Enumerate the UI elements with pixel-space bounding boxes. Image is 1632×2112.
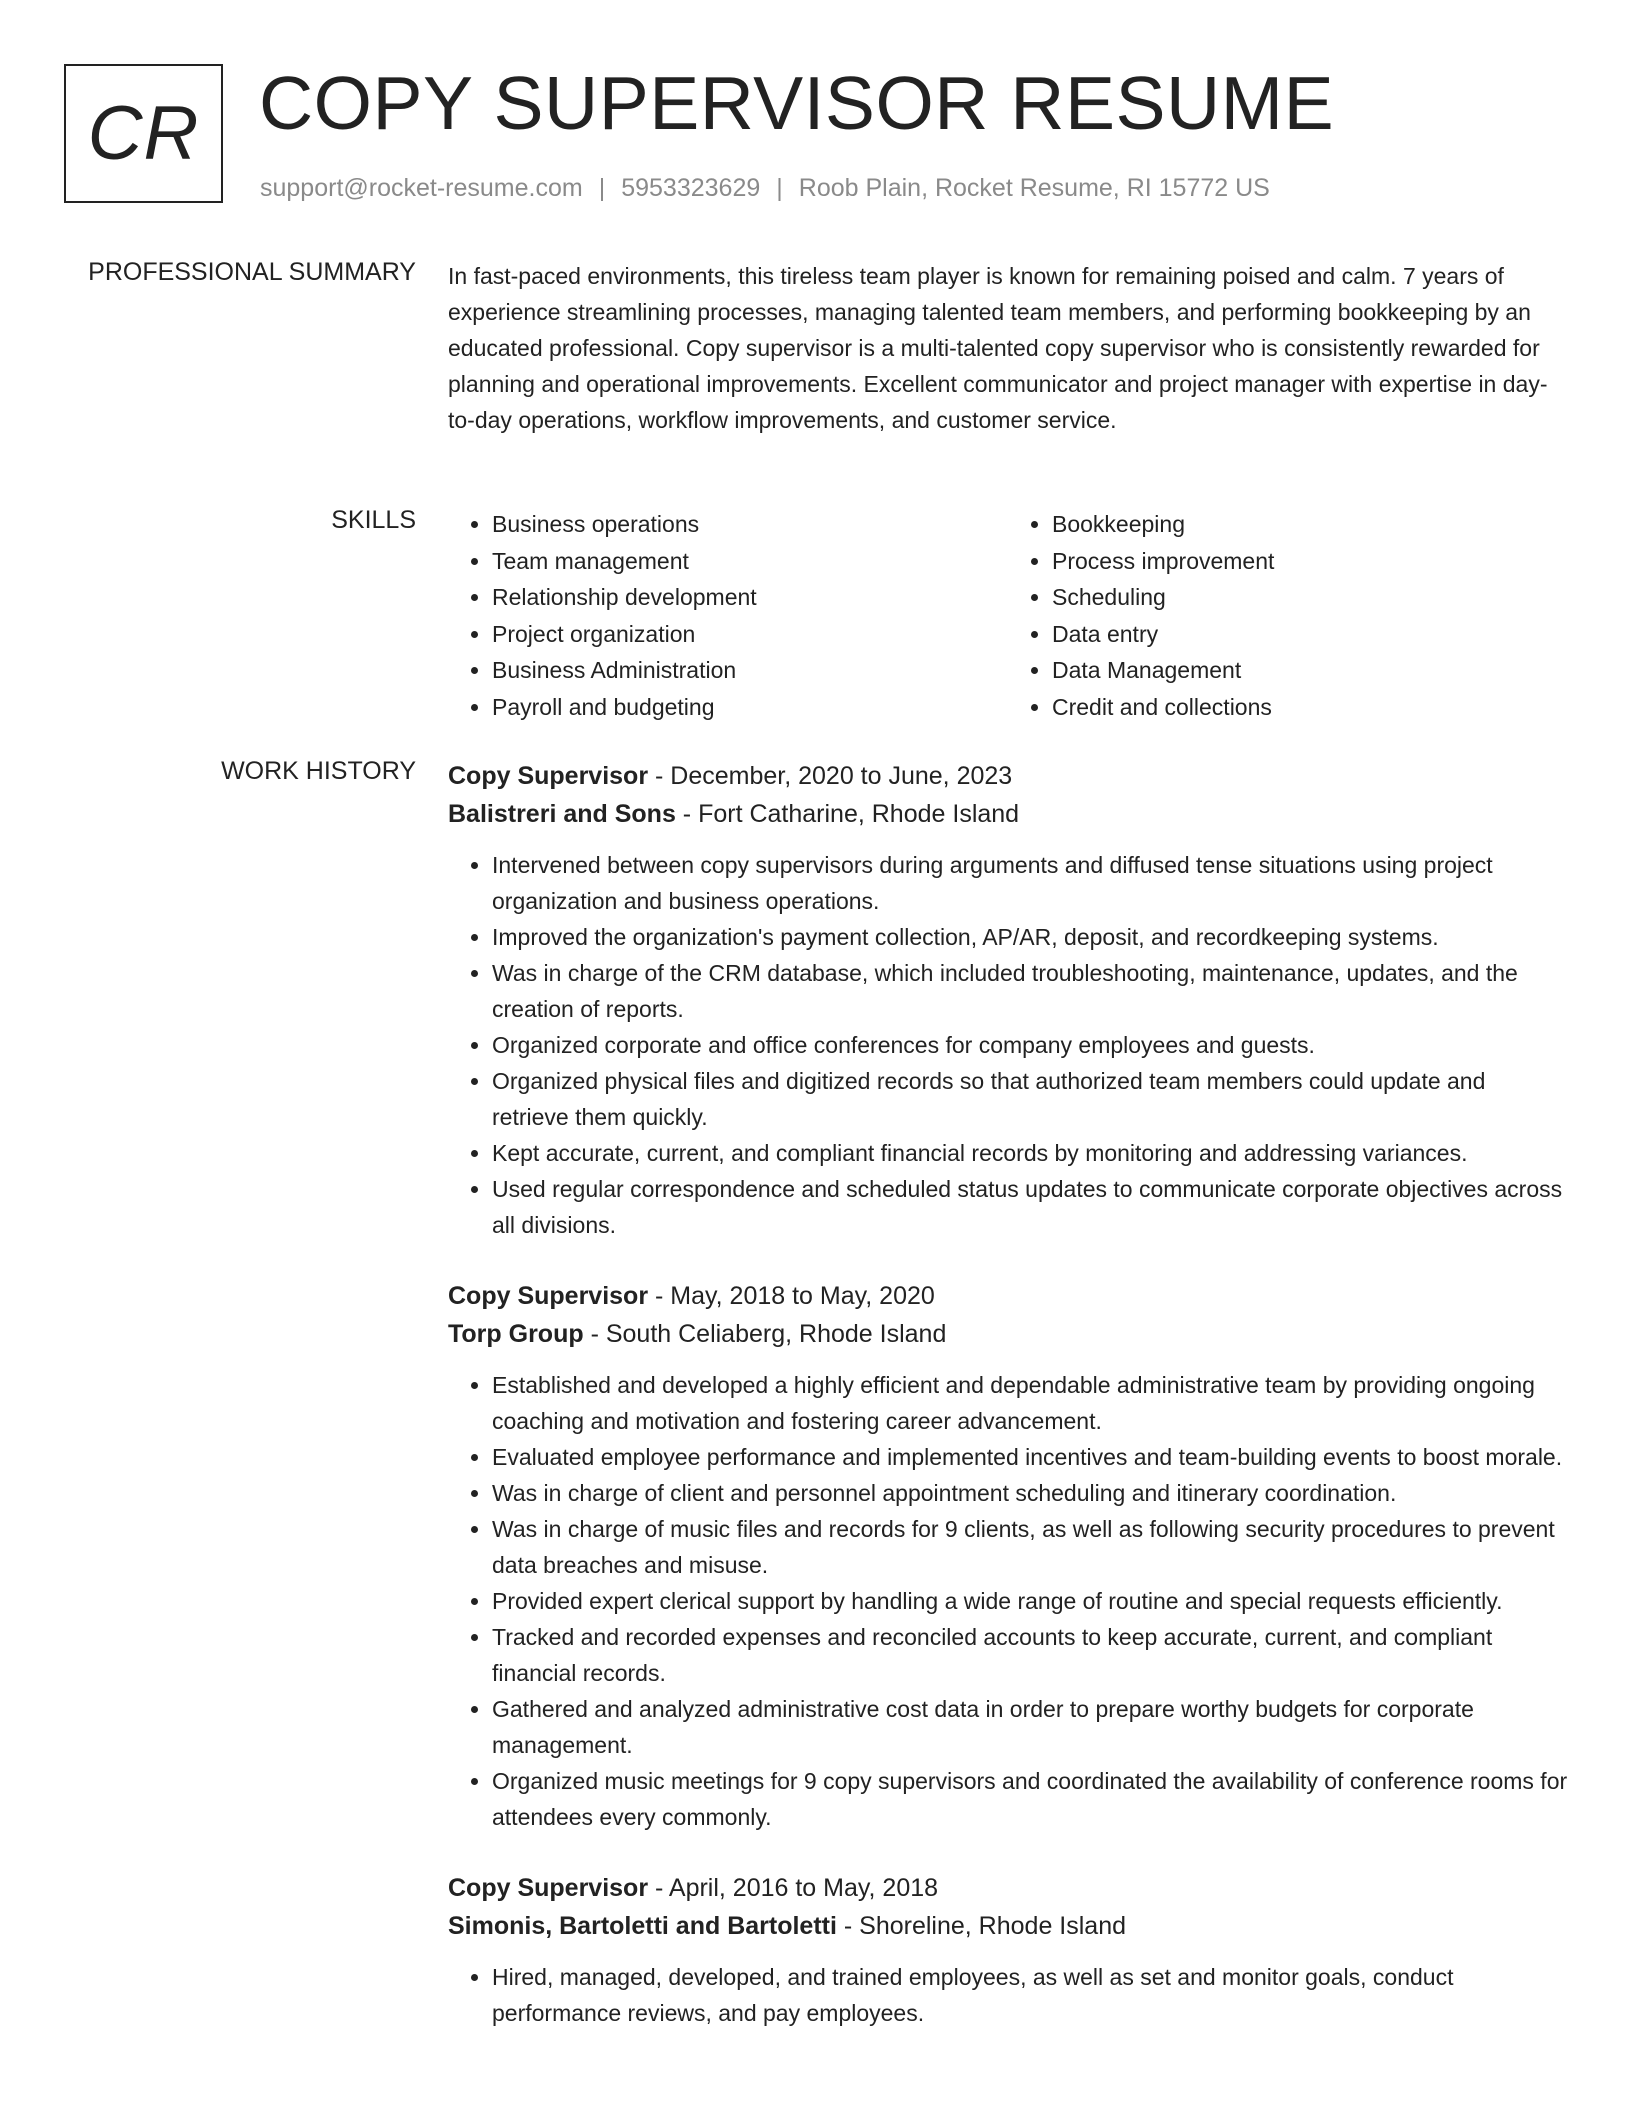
job-company: Balistreri and Sons bbox=[448, 800, 676, 828]
skill-item: • Payroll and budgeting bbox=[492, 689, 1008, 726]
job-bullet: • Organized physical files and digitized records so that authorized team members could update and retrieve them quickly. bbox=[492, 1063, 1568, 1135]
job-dates: - April, 2016 to May, 2018 bbox=[648, 1874, 939, 1902]
skills-heading: SKILLS bbox=[331, 506, 416, 534]
skill-item: • Data entry bbox=[1052, 616, 1568, 653]
job-entry bbox=[448, 1869, 1568, 2031]
job-bullet: • Was in charge of client and personnel appointment scheduling and itinerary coordination. bbox=[492, 1475, 1568, 1511]
contact-separator: | bbox=[598, 174, 606, 202]
job-bullet: • Used regular correspondence and scheduled status updates to communicate corporate objectives across all divisions. bbox=[492, 1171, 1568, 1243]
work-history-heading: WORK HISTORY bbox=[221, 757, 416, 785]
work-history-body bbox=[448, 757, 1568, 2065]
job-location: - Shoreline, Rhode Island bbox=[836, 1912, 1126, 1940]
contact-email: support@rocket-resume.com bbox=[260, 174, 583, 202]
job-bullet: • Organized corporate and office conferences for company employees and guests. bbox=[492, 1027, 1568, 1063]
job-bullet: • Kept accurate, current, and compliant financial records by monitoring and addressing variances. bbox=[492, 1135, 1568, 1171]
skill-item: • Business operations bbox=[492, 506, 1008, 543]
job-bullet: • Provided expert clerical support by handling a wide range of routine and special requests efficiently. bbox=[492, 1583, 1568, 1619]
job-entry bbox=[448, 757, 1568, 1243]
skill-item: • Team management bbox=[492, 543, 1008, 580]
job-title-line bbox=[448, 1869, 1568, 1907]
contact-line bbox=[260, 174, 1270, 203]
summary-body bbox=[448, 258, 1568, 438]
job-dates: - May, 2018 to May, 2020 bbox=[648, 1282, 935, 1310]
skills-list-left bbox=[448, 506, 1008, 725]
job-bullet: • Improved the organization's payment collection, AP/AR, deposit, and recordkeeping systems. bbox=[492, 919, 1568, 955]
job-title-line bbox=[448, 1277, 1568, 1315]
skill-item: • Relationship development bbox=[492, 579, 1008, 616]
job-bullet-list bbox=[448, 1367, 1568, 1835]
job-title: Copy Supervisor bbox=[448, 1874, 649, 1902]
resume-header bbox=[64, 61, 1564, 214]
job-location: - South Celiaberg, Rhode Island bbox=[583, 1320, 947, 1348]
job-bullet: • Evaluated employee performance and implemented incentives and team-building events to boost morale. bbox=[492, 1439, 1568, 1475]
job-title: Copy Supervisor bbox=[448, 1282, 649, 1310]
job-company-line bbox=[448, 795, 1568, 833]
job-bullet: • Intervened between copy supervisors during arguments and diffused tense situations using project organization and business operations. bbox=[492, 847, 1568, 919]
job-bullet: • Was in charge of music files and records for 9 clients, as well as following security procedures to prevent data breaches and misuse. bbox=[492, 1511, 1568, 1583]
skill-item: • Bookkeeping bbox=[1052, 506, 1568, 543]
contact-separator: | bbox=[776, 174, 783, 202]
summary-text: In fast-paced environments, this tireless team player is known for remaining poised and calm. 7 years of experience streamlining processes, managing talented team members, and performing bookkeeping by an educated professional. Copy supervisor is a multi-talented copy supervisor who is consistently rewarded for planning and operational improvements. Excellent communicator and project manager with expertise in day-to-day operations, workflow improvements, and customer service. bbox=[448, 263, 1548, 433]
skill-item: • Business Administration bbox=[492, 652, 1008, 689]
summary-heading: PROFESSIONAL SUMMARY bbox=[88, 258, 416, 286]
job-location: - Fort Catharine, Rhode Island bbox=[675, 800, 1020, 828]
monogram-logo: CR bbox=[64, 64, 223, 203]
job-bullet: • Established and developed a highly efficient and dependable administrative team by providing ongoing coaching and motivation and fostering career advancement. bbox=[492, 1367, 1568, 1439]
job-company: Simonis, Bartoletti and Bartoletti bbox=[448, 1912, 837, 1940]
contact-phone: 5953323629 bbox=[621, 174, 761, 202]
job-bullet-list bbox=[448, 1959, 1568, 2031]
job-company: Torp Group bbox=[448, 1320, 584, 1348]
resume-title: COPY SUPERVISOR RESUME bbox=[259, 61, 1335, 145]
skill-item: • Scheduling bbox=[1052, 579, 1568, 616]
skill-item: • Project organization bbox=[492, 616, 1008, 653]
skill-item: • Process improvement bbox=[1052, 543, 1568, 580]
job-title: Copy Supervisor bbox=[448, 762, 649, 790]
job-title-line bbox=[448, 757, 1568, 795]
job-bullet: • Organized music meetings for 9 copy supervisors and coordinated the availability of conference rooms for attendees every commonly. bbox=[492, 1763, 1568, 1835]
job-bullet: • Was in charge of the CRM database, which included troubleshooting, maintenance, updates, and the creation of reports. bbox=[492, 955, 1568, 1027]
skills-body bbox=[448, 506, 1568, 725]
skill-item: • Credit and collections bbox=[1052, 689, 1568, 726]
job-company-line bbox=[448, 1907, 1568, 1945]
job-bullet: • Gathered and analyzed administrative cost data in order to prepare worthy budgets for corporate management. bbox=[492, 1691, 1568, 1763]
job-entry bbox=[448, 1277, 1568, 1835]
job-bullet-list bbox=[448, 847, 1568, 1243]
job-bullet: • Hired, managed, developed, and trained employees, as well as set and monitor goals, conduct performance reviews, and pay employees. bbox=[492, 1959, 1568, 2031]
skill-item: • Data Management bbox=[1052, 652, 1568, 689]
contact-address: Roob Plain, Rocket Resume, RI 15772 US bbox=[798, 174, 1270, 202]
job-bullet: • Tracked and recorded expenses and reconciled accounts to keep accurate, current, and compliant financial records. bbox=[492, 1619, 1568, 1691]
job-company-line bbox=[448, 1315, 1568, 1353]
job-dates: - December, 2020 to June, 2023 bbox=[648, 762, 1013, 790]
skills-list-right bbox=[1008, 506, 1568, 725]
